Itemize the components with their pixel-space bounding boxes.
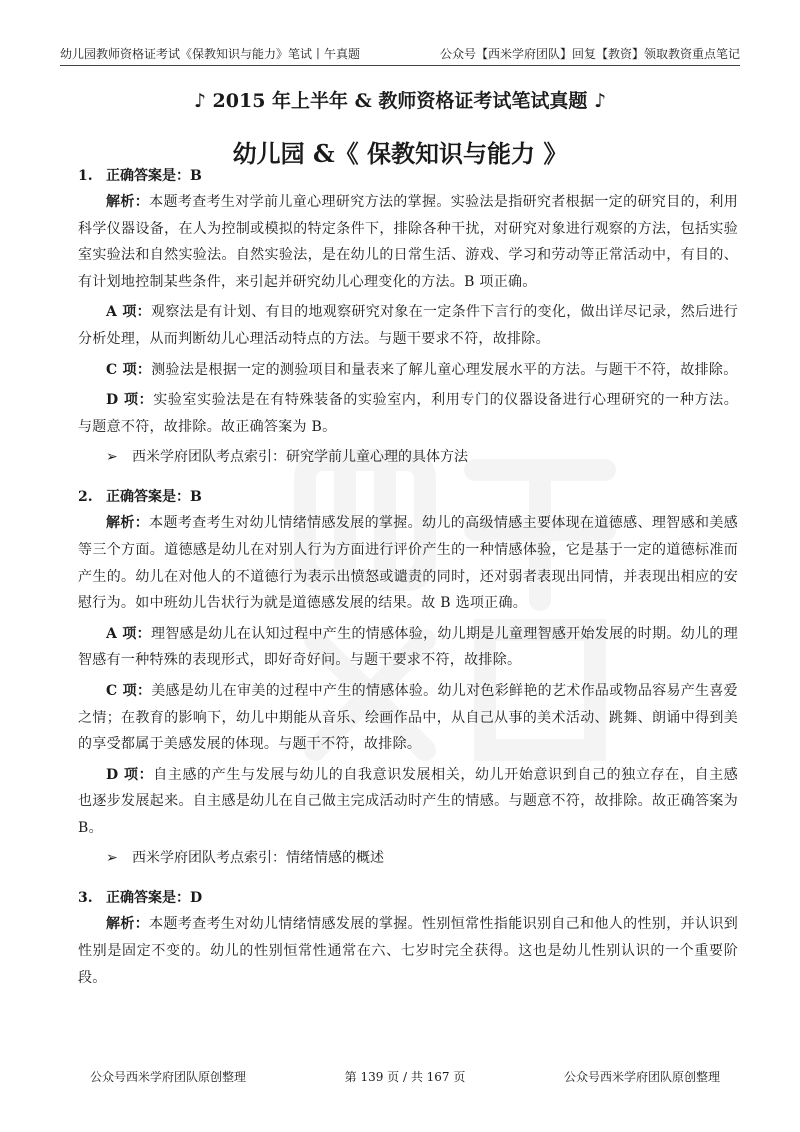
page-footer: [90, 1068, 720, 1088]
analysis-text: 本题考查考生对幼儿情绪情感发展的掌握。性别恒常性指能识别自己和他人的性别，并认识到性别是固定不变的。幼儿的性别恒常性通常在六、七岁时完全获得。这也是幼儿性别认识的一个重要阶段。: [78, 916, 738, 986]
analysis-label: 解析：: [106, 515, 150, 532]
option-text: 美感是幼儿在审美的过程中产生的情感体验。幼儿对色彩鲜艳的艺术作品或物品容易产生喜爱之情；在教育的影响下，幼儿中期能从音乐、绘画作品中，从自己从事的美术活动、跳舞、朗诵中得到美的享受都属于美感发展的体现。与题干不符，故排除。: [78, 682, 738, 753]
analysis-label: 解析：: [106, 916, 150, 933]
reference-line: [78, 845, 738, 871]
option-paragraph: [78, 762, 738, 842]
question-number: 1.: [78, 168, 93, 184]
option-paragraph: [78, 387, 738, 440]
correct-answer: 正确答案是：B: [106, 168, 202, 184]
reference-line: [78, 444, 738, 470]
option-label: D 项：: [106, 766, 154, 783]
correct-answer: 正确答案是：B: [106, 489, 202, 506]
option-text: 实验室实验法是在有特殊装备的实验室内，利用专门的仪器设备进行心理研究的一种方法。与题意不符，故排除。故正确答案为 B。: [78, 392, 738, 435]
answer-content: [78, 163, 738, 991]
subject-title: 幼儿园 &《 保教知识与能力 》: [232, 139, 568, 168]
footer-left-text: 公众号西米学府团队原创整理: [90, 1070, 247, 1084]
question-number: 3.: [78, 890, 93, 907]
option-paragraph: [78, 678, 738, 758]
answer-line: [78, 163, 738, 189]
page-number: 第 139 页 / 共 167 页: [344, 1070, 466, 1084]
question-number: 2.: [78, 489, 93, 506]
option-text: 自主感的产生与发展与幼儿的自我意识发展相关，幼儿开始意识到自己的独立存在，自主感也逐步发展起来。自主感是幼儿在自己做主完成活动时产生的情感。与题意不符，故排除。故正确答案为 B。: [78, 766, 738, 836]
analysis-text: 本题考查考生对幼儿情绪情感发展的掌握。幼儿的高级情感主要体现在道德感、理智感和美感等三个方面。道德感是幼儿在对别人行为方面进行评价产生的一种情感体验，它是基于一定的道德标准而产生的。幼儿在对他人的不道德行为表示出愤怒或谴责的同时，还对弱者表现出同情，并表现出相应的安慰行为。如中班幼儿告状行为就是道德感发展的结果。故 B 选项正确。: [78, 515, 738, 612]
exam-title: ♪ 2015 年上半年 & 教师资格证考试笔试真题 ♪: [193, 90, 607, 112]
header-right-text: 公众号【西米学府团队】回复【教资】领取教资重点笔记: [439, 47, 740, 61]
question-3: [78, 885, 738, 991]
page-header: [60, 40, 740, 66]
analysis-label: 解析：: [106, 194, 150, 210]
answer-line: [78, 885, 738, 911]
correct-answer: 正确答案是：D: [106, 890, 203, 907]
arrowhead-icon: ➢: [106, 850, 118, 867]
analysis-paragraph: [78, 510, 738, 616]
analysis-paragraph: [78, 189, 738, 295]
footer-right-text: 公众号西米学府团队原创整理: [563, 1070, 720, 1084]
reference-text: 西米学府团队考点索引：情绪情感的概述: [132, 850, 384, 867]
answer-line: [78, 484, 738, 510]
option-text: 测验法是根据一定的测验项目和量表来了解儿童心理发展水平的方法。与题干不符，故排除。: [151, 361, 738, 378]
analysis-text: 本题考查考生对学前儿童心理研究方法的掌握。实验法是指研究者根据一定的研究目的，利用科学仪器设备，在人为控制或模拟的特定条件下，排除各种干扰，对研究对象进行观察的方法，包括实验室实验法和自然实验法。自然实验法，是在幼儿的日常生活、游戏、学习和劳动等正常活动中，有目的、有计划地控制某些条件，来引起并研究幼儿心理变化的方法。B 项正确。: [78, 194, 738, 290]
option-label: C 项：: [106, 682, 152, 699]
option-label: A 项：: [106, 304, 151, 321]
arrowhead-icon: ➢: [106, 449, 118, 466]
option-paragraph: [78, 357, 738, 384]
header-left-text: 幼儿园教师资格证考试《保教知识与能力》笔试丨午真题: [60, 47, 361, 61]
option-label: D 项：: [106, 392, 154, 409]
reference-text: 西米学府团队考点索引：研究学前儿童心理的具体方法: [132, 449, 468, 466]
option-paragraph: [78, 621, 738, 674]
option-label: C 项：: [106, 361, 152, 378]
question-1: [78, 163, 738, 470]
question-2: [78, 484, 738, 871]
option-text: 观察法是有计划、有目的地观察研究对象在一定条件下言行的变化，做出详尽记录，然后进行分析处理，从而判断幼儿心理活动特点的方法。与题干要求不符，故排除。: [78, 304, 738, 347]
option-label: A 项：: [106, 625, 151, 642]
analysis-paragraph: [78, 911, 738, 991]
option-text: 理智感是幼儿在认知过程中产生的情感体验，幼儿期是儿童理智感开始发展的时期。幼儿的理智感有一种特殊的表现形式，即好奇好问。与题干要求不符，故排除。: [78, 625, 738, 669]
option-paragraph: [78, 299, 738, 352]
